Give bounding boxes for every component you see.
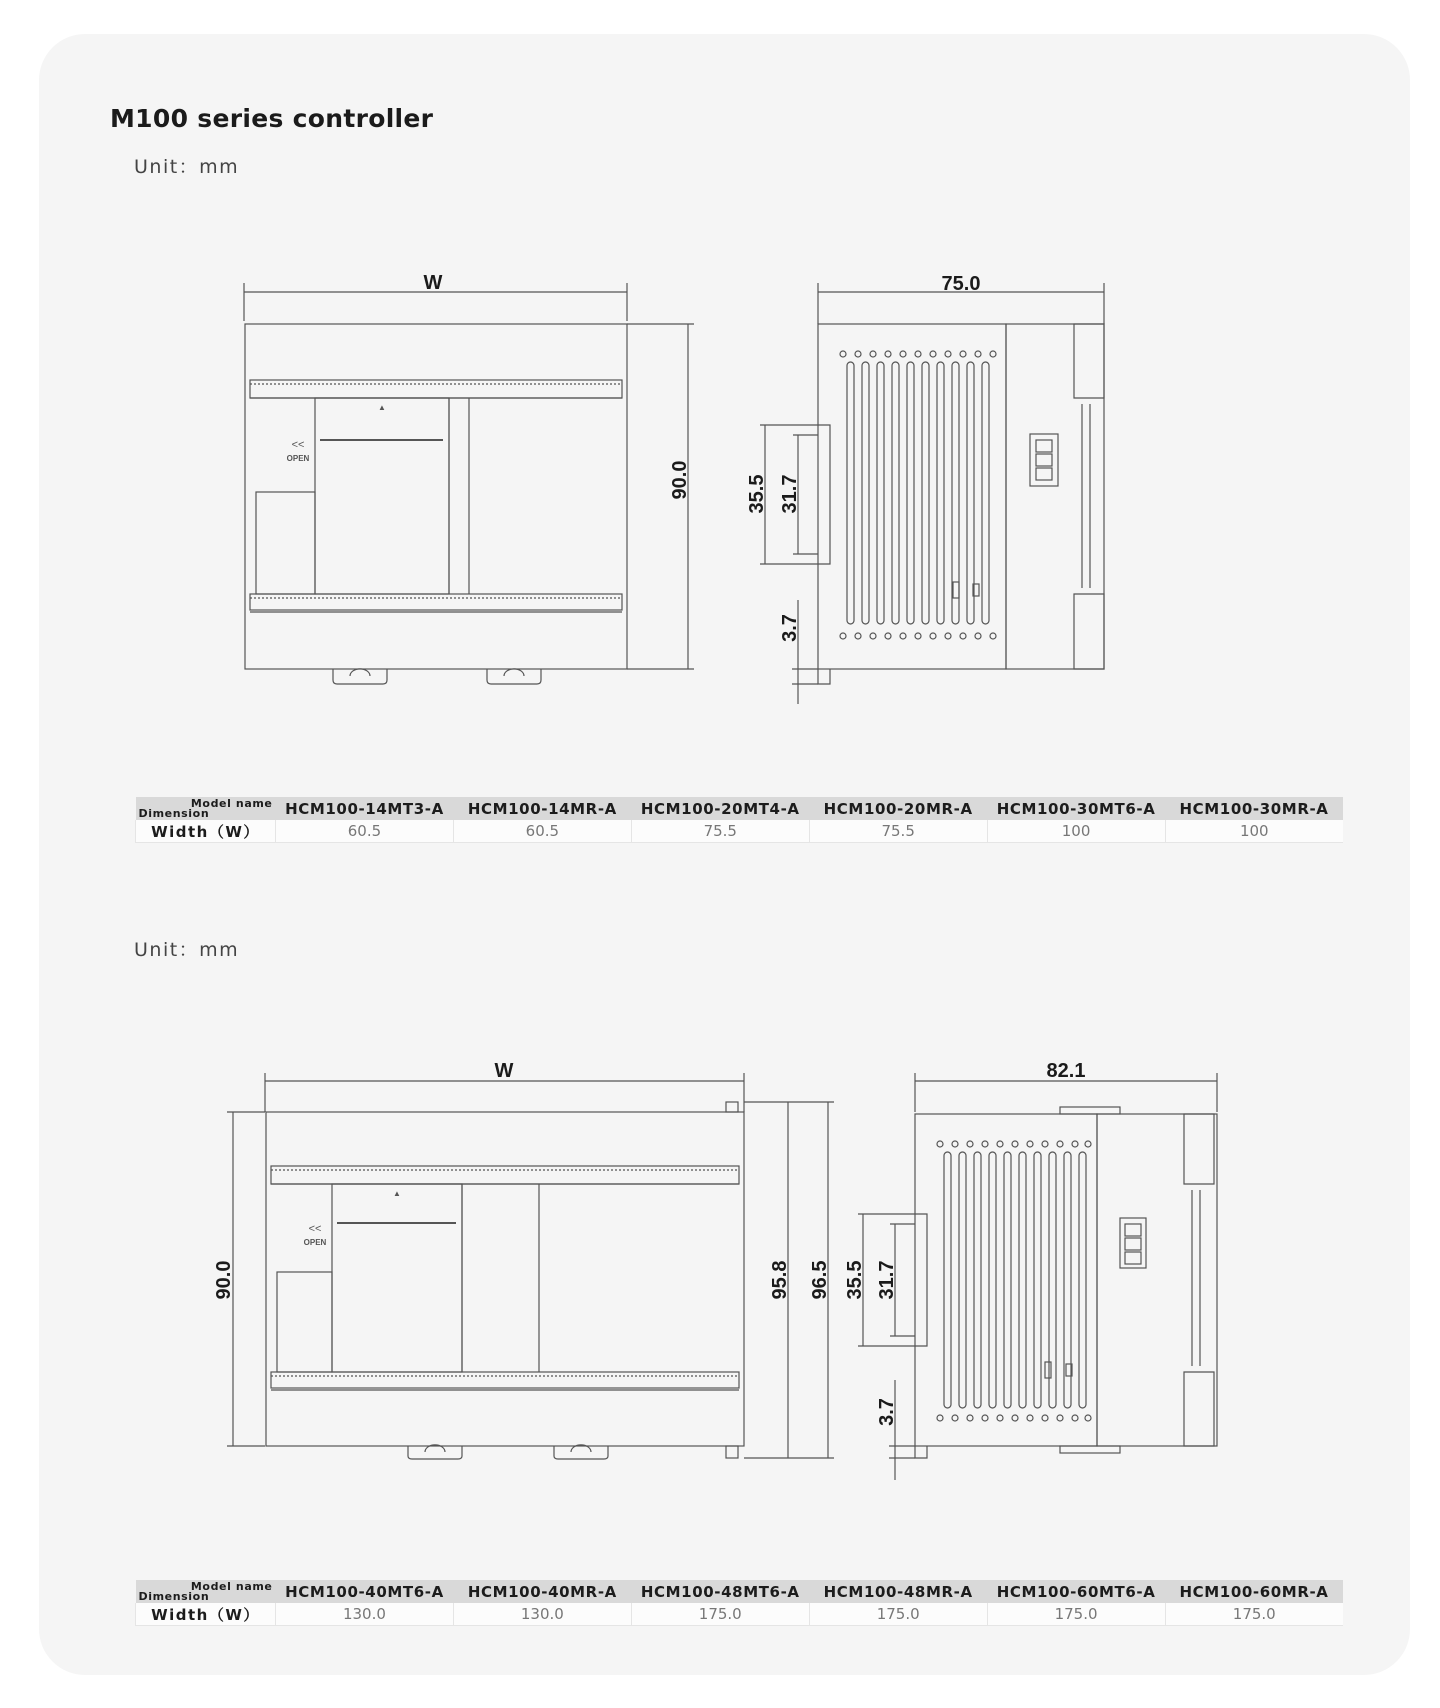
side-depth-label-1: 75.0 xyxy=(941,273,981,295)
width-value: 100 xyxy=(987,820,1165,843)
open-label-2: OPEN xyxy=(303,1238,327,1247)
svg-text:▲: ▲ xyxy=(378,403,386,412)
side-view-1 xyxy=(746,273,1104,704)
table-corner xyxy=(136,797,276,820)
side-dim-label-1a: 35.5 xyxy=(746,474,768,514)
model-header: HCM100-40MR-A xyxy=(453,1580,631,1603)
open-label-1: OPEN xyxy=(286,454,310,463)
table-header-row xyxy=(136,1580,1344,1603)
front-view-2 xyxy=(213,1060,834,1459)
width-value: 75.5 xyxy=(631,820,809,843)
model-header: HCM100-14MT3-A xyxy=(276,797,454,820)
width-value: 75.5 xyxy=(809,820,987,843)
model-header: HCM100-14MR-A xyxy=(453,797,631,820)
table-row xyxy=(136,1603,1344,1626)
model-header: HCM100-30MT6-A xyxy=(987,797,1165,820)
table-row xyxy=(136,820,1344,843)
corner-model-label: Model name xyxy=(190,1580,273,1593)
model-header: HCM100-30MR-A xyxy=(1165,797,1343,820)
side-dim-label-2b: 31.7 xyxy=(876,1260,898,1300)
side-dim-label-1c: 3.7 xyxy=(779,614,801,642)
page-title: M100 series controller xyxy=(110,104,434,133)
width-value: 175.0 xyxy=(987,1603,1165,1626)
front-view-1 xyxy=(244,272,694,684)
side-dim-label-1b: 31.7 xyxy=(779,474,801,514)
side-dim-label-2a: 35.5 xyxy=(844,1260,866,1300)
front-dim-label-2b: 96.5 xyxy=(809,1260,831,1300)
model-header: HCM100-48MR-A xyxy=(809,1580,987,1603)
width-value: 130.0 xyxy=(276,1603,454,1626)
unit-label-1: Unit：mm xyxy=(134,156,240,178)
model-header: HCM100-48MT6-A xyxy=(631,1580,809,1603)
corner-dimension-label: Dimension xyxy=(138,807,210,820)
row-label: Width（W） xyxy=(136,1603,276,1626)
width-value: 100 xyxy=(1165,820,1343,843)
table-header-row xyxy=(136,797,1344,820)
width-value: 60.5 xyxy=(276,820,454,843)
model-header: HCM100-40MT6-A xyxy=(276,1580,454,1603)
width-value: 60.5 xyxy=(453,820,631,843)
front-height-label-1: 90.0 xyxy=(669,460,691,500)
front-width-label-2: W xyxy=(494,1060,514,1082)
table-corner xyxy=(136,1580,276,1603)
model-header: HCM100-60MR-A xyxy=(1165,1580,1343,1603)
svg-text:▲: ▲ xyxy=(393,1189,401,1198)
front-width-label-1: W xyxy=(423,272,443,294)
side-depth-label-2: 82.1 xyxy=(1046,1060,1086,1082)
side-dim-label-2c: 3.7 xyxy=(876,1398,898,1426)
dimension-table-1 xyxy=(135,797,1343,843)
vent-holes-2 xyxy=(937,1141,1091,1421)
width-value: 130.0 xyxy=(453,1603,631,1626)
front-height-label-2: 90.0 xyxy=(213,1260,235,1300)
unit-label-2: Unit：mm xyxy=(134,939,240,961)
width-value: 175.0 xyxy=(631,1603,809,1626)
svg-text:<<: << xyxy=(291,439,305,451)
corner-model-label: Model name xyxy=(190,797,273,810)
corner-dimension-label: Dimension xyxy=(138,1590,210,1603)
width-value: 175.0 xyxy=(809,1603,987,1626)
svg-text:<<: << xyxy=(308,1223,322,1235)
side-view-2 xyxy=(844,1060,1217,1480)
model-header: HCM100-20MT4-A xyxy=(631,797,809,820)
front-dim-label-2a: 95.8 xyxy=(769,1260,791,1300)
model-header: HCM100-60MT6-A xyxy=(987,1580,1165,1603)
dimension-table-2 xyxy=(135,1580,1343,1626)
row-label: Width（W） xyxy=(136,820,276,843)
vent-holes-1 xyxy=(840,351,996,639)
width-value: 175.0 xyxy=(1165,1603,1343,1626)
model-header: HCM100-20MR-A xyxy=(809,797,987,820)
